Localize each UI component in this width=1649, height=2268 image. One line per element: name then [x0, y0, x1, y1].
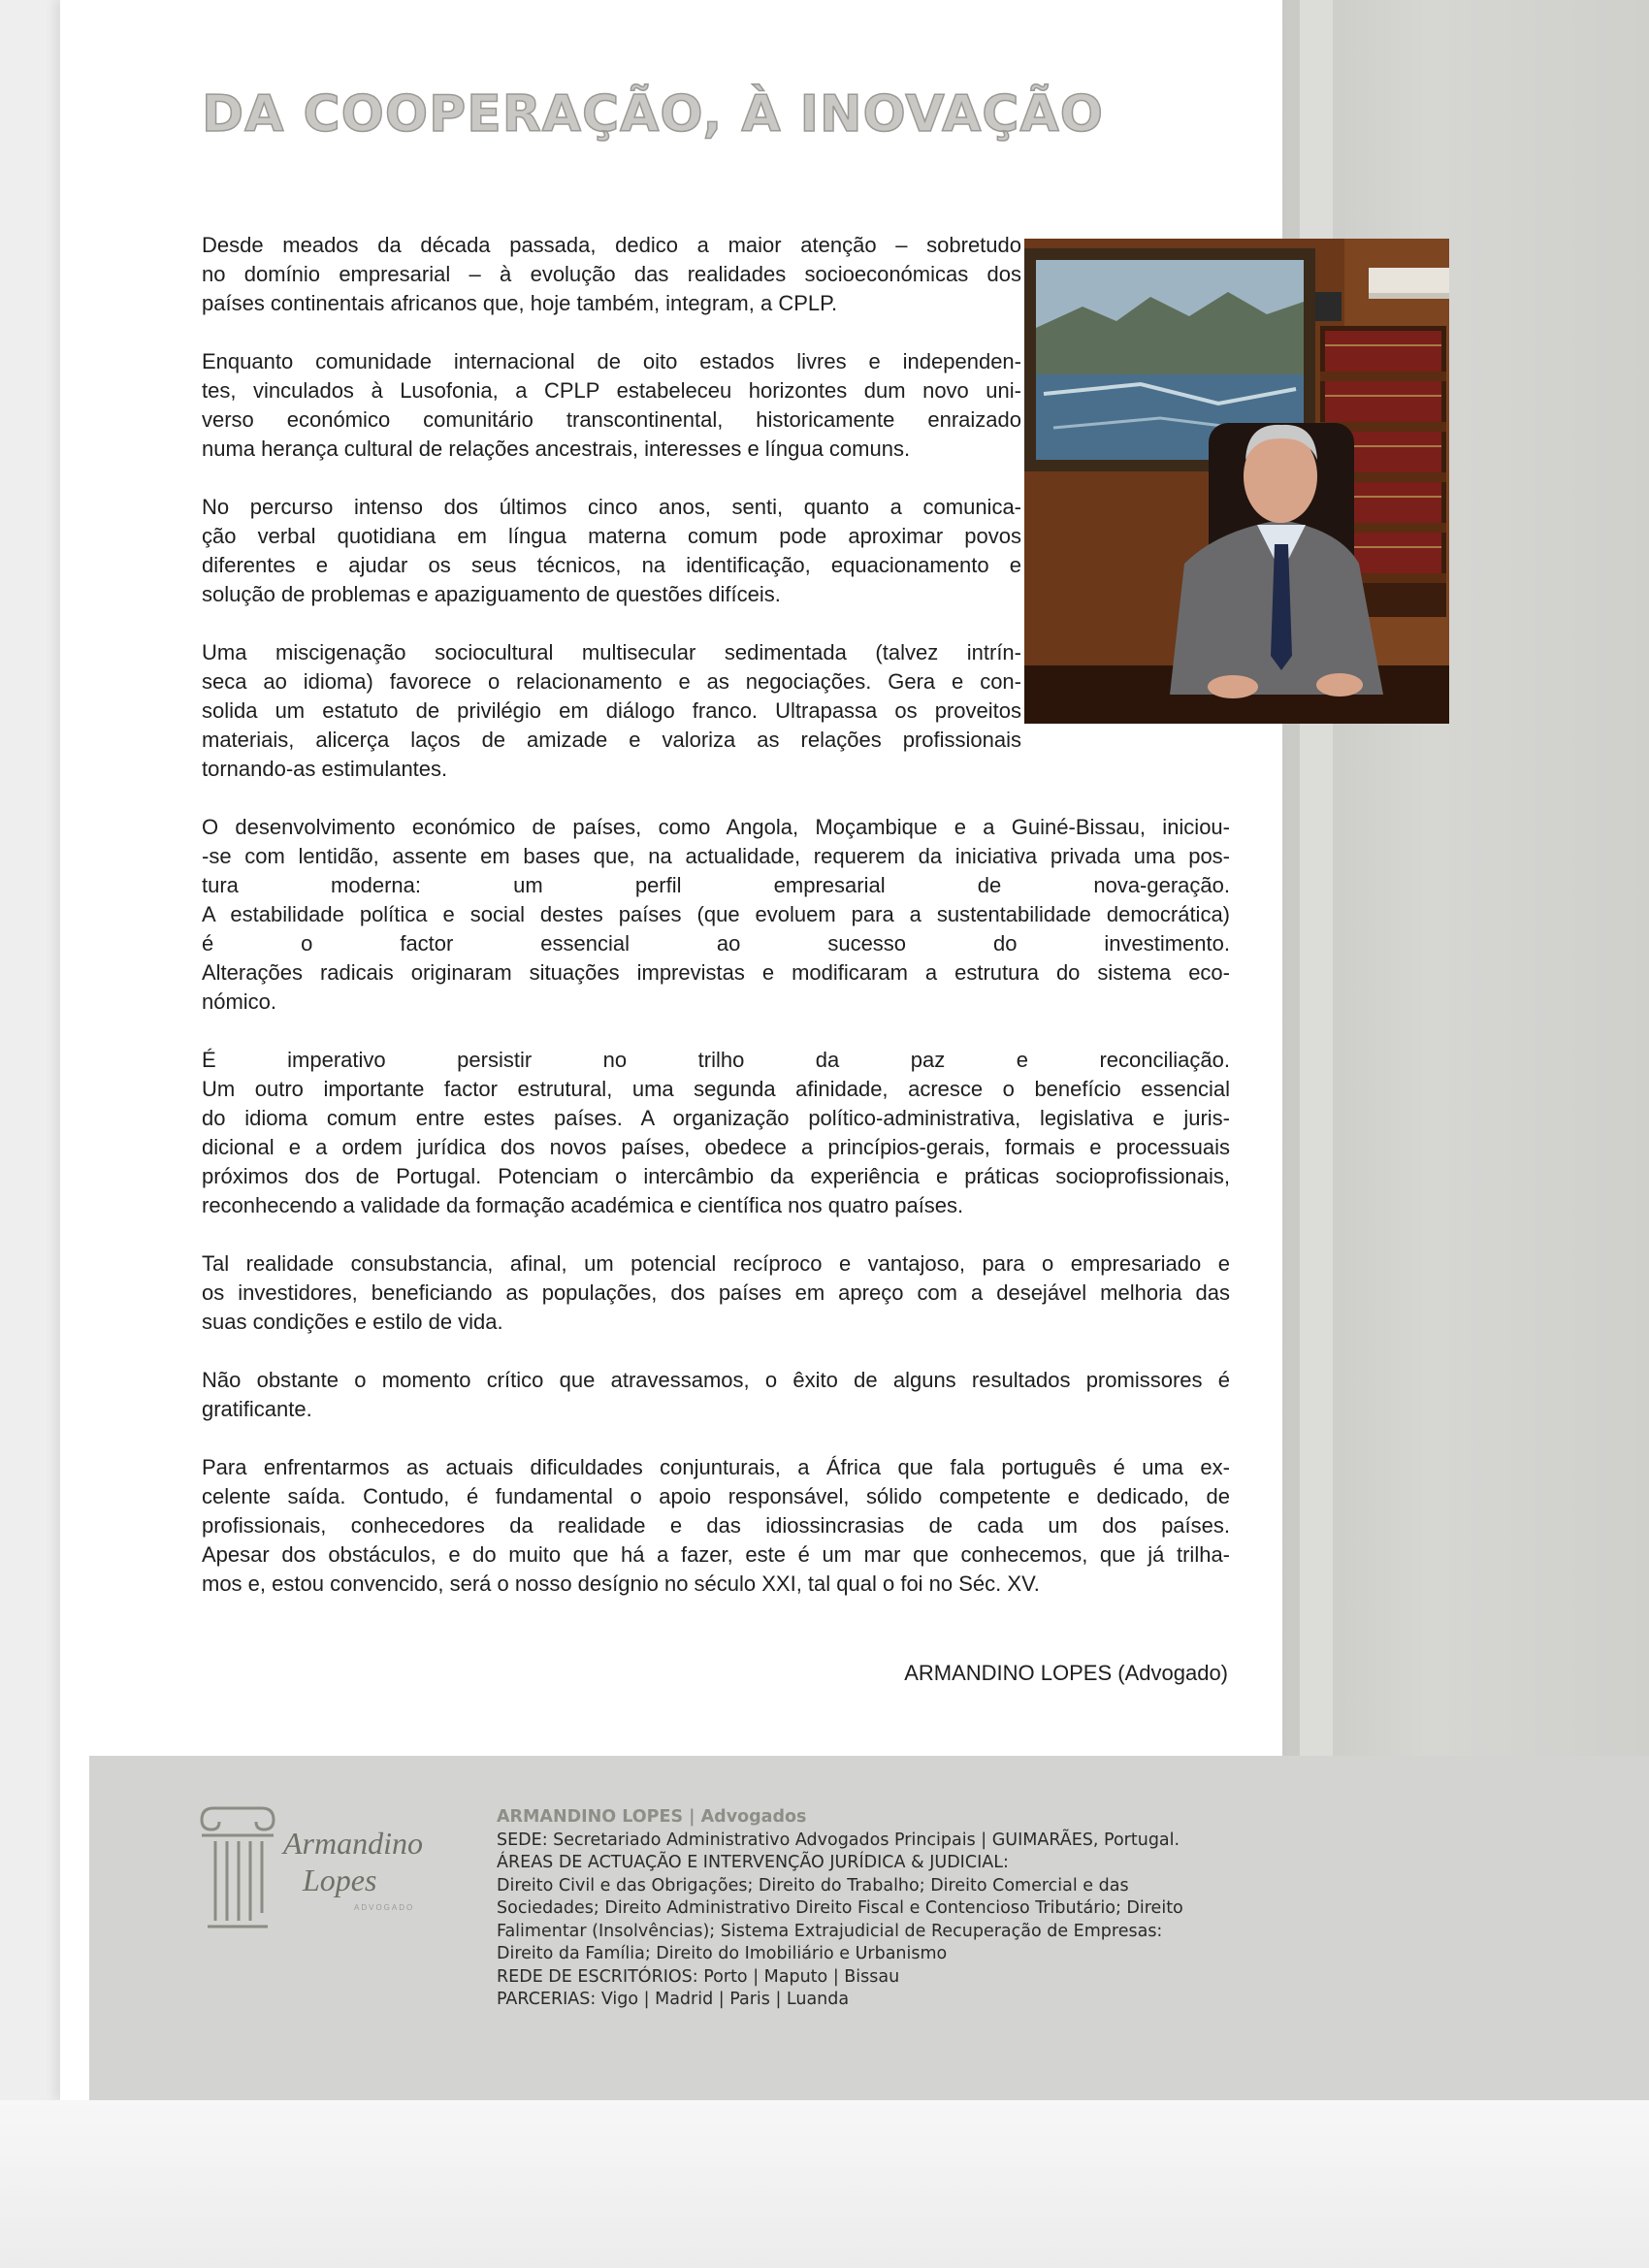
paragraph-line: Enquanto comunidade internacional de oito estados livres e independen-: [202, 349, 1021, 373]
paragraph-line: numa herança cultural de relações ancestrais, interesses e língua comuns.: [202, 437, 911, 461]
paragraph-line: ção verbal quotidiana em língua materna comum pode aproximar povos: [202, 524, 1021, 548]
paragraph-line: solução de problemas e apaziguamento de questões difíceis.: [202, 582, 781, 606]
firm-info-line: Falimentar (Insolvências); Sistema Extrajudicial de Recuperação de Empresas:: [497, 1921, 1163, 1941]
firm-info-line: ÁREAS DE ACTUAÇÃO E INTERVENÇÃO JURÍDICA & JUDICIAL:: [497, 1853, 1009, 1872]
paragraph-line: tornando-as estimulantes.: [202, 757, 448, 781]
office-portrait-illustration: [1024, 239, 1449, 724]
scan-bottom-edge: [0, 2100, 1649, 2268]
paragraph-line: dicional e a ordem jurídica dos novos países, obedece a princípios-gerais, formais e processuais: [202, 1135, 1230, 1159]
body-paragraph: [202, 1366, 1230, 1424]
paragraph-line: países continentais africanos que, hoje também, integram, a CPLP.: [202, 291, 838, 315]
paragraph-line: os investidores, beneficiando as populações, dos países em apreço com a desejável melhoria das: [202, 1280, 1230, 1305]
paragraph-line: seca ao idioma) favorece o relacionamento e as negociações. Gera e con-: [202, 669, 1021, 694]
firm-info-line: Direito Civil e das Obrigações; Direito do Trabalho; Direito Comercial e das: [497, 1875, 1129, 1895]
paragraph-line: celente saída. Contudo, é fundamental o apoio responsável, sólido competente e dedicado, de: [202, 1484, 1230, 1508]
logo-first-name: Armandino: [283, 1826, 423, 1861]
body-paragraph: [202, 1453, 1230, 1599]
paragraph-line: Não obstante o momento crítico que atravessamos, o êxito de alguns resultados promissores é: [202, 1368, 1230, 1392]
author-signature: ARMANDINO LOPES (Advogado): [904, 1661, 1228, 1685]
article-title: DA COOPERAÇÃO, À INOVAÇÃO: [202, 85, 1104, 144]
paragraph-line: é o factor essencial ao sucesso do investimento.: [202, 931, 1230, 956]
paragraph-line: verso económico comunitário transcontinental, historicamente enraizado: [202, 407, 1021, 432]
paragraph-line: tes, vinculados à Lusofonia, a CPLP estabeleceu horizontes dum novo uni-: [202, 378, 1021, 403]
body-paragraph: [202, 1249, 1230, 1337]
firm-name: ARMANDINO LOPES | Advogados: [497, 1807, 807, 1827]
paragraph-line: Tal realidade consubstancia, afinal, um potencial recíproco e vantajoso, para o empresariado e: [202, 1251, 1230, 1276]
paragraph-line: profissionais, conhecedores da realidade e das idiossincrasias de cada um dos países.: [202, 1513, 1230, 1538]
paragraph-line: É imperativo persistir no trilho da paz e reconciliação.: [202, 1048, 1230, 1072]
paragraph-line: próximos dos de Portugal. Potenciam o intercâmbio da experiência e práticas socioprofissionais,: [202, 1164, 1230, 1188]
paragraph-line: Apesar dos obstáculos, e do muito que há a fazer, este é um mar que conhecemos, que já trilha-: [202, 1542, 1230, 1567]
logo-last-name: Lopes: [303, 1863, 377, 1897]
paragraph-line: A estabilidade política e social destes países (que evoluem para a sustentabilidade democrática): [202, 902, 1230, 926]
paragraph-line: Uma miscigenação sociocultural multisecular sedimentada (talvez intrín-: [202, 640, 1021, 664]
firm-info-line: Sociedades; Direito Administrativo Direito Fiscal e Contencioso Tributário; Direito: [497, 1898, 1183, 1918]
paragraph-line: tura moderna: um perfil empresarial de nova-geração.: [202, 873, 1230, 897]
paragraph-line: No percurso intenso dos últimos cinco anos, senti, quanto a comunica-: [202, 495, 1021, 519]
paragraph-line: mos e, estou convencido, será o nosso desígnio no século XXI, tal qual o foi no Séc. XV.: [202, 1571, 1040, 1596]
firm-info-line: REDE DE ESCRITÓRIOS: Porto | Maputo | Bissau: [497, 1966, 900, 1987]
paragraph-line: do idioma comum entre estes países. A organização político-administrativa, legislativa e juris-: [202, 1106, 1230, 1130]
firm-logo: [194, 1806, 475, 1932]
firm-info-line: Direito da Família; Direito do Imobiliário e Urbanismo: [497, 1944, 948, 1963]
column-logo-icon: [194, 1806, 281, 1932]
paragraph-line: Um outro importante factor estrutural, uma segunda afinidade, acresce o benefício essencial: [202, 1077, 1230, 1101]
author-photo: [1024, 239, 1449, 724]
firm-info-line: SEDE: Secretariado Administrativo Advogados Principais | GUIMARÃES, Portugal.: [497, 1830, 1180, 1850]
paragraph-line: suas condições e estilo de vida.: [202, 1310, 503, 1334]
paragraph-line: Para enfrentarmos as actuais dificuldades conjunturais, a África que fala português é uma ex-: [202, 1455, 1230, 1479]
paragraph-line: Desde meados da década passada, dedico a maior atenção – sobretudo: [202, 233, 1021, 257]
firm-info-line: PARCERIAS: Vigo | Madrid | Paris | Luanda: [497, 1990, 850, 2009]
paragraph-line: reconhecendo a validade da formação académica e científica nos quatro países.: [202, 1193, 964, 1217]
paragraph-line: O desenvolvimento económico de países, como Angola, Moçambique e a Guiné-Bissau, iniciou-: [202, 815, 1230, 839]
paragraph-line: no domínio empresarial – à evolução das realidades socioeconómicas dos: [202, 262, 1021, 286]
paragraph-line: solida um estatuto de privilégio em diálogo franco. Ultrapassa os proveitos: [202, 698, 1021, 723]
paragraph-line: materiais, alicerça laços de amizade e valoriza as relações profissionais: [202, 728, 1021, 752]
firm-info-block: [497, 1806, 1183, 2012]
logo-subtitle: ADVOGADO: [354, 1903, 415, 1912]
paragraph-line: nómico.: [202, 989, 277, 1014]
body-paragraph: [202, 1046, 1230, 1220]
paragraph-line: diferentes e ajudar os seus técnicos, na identificação, equacionamento e: [202, 553, 1021, 577]
body-paragraph: [202, 813, 1230, 1017]
paragraph-line: Alterações radicais originaram situações imprevistas e modificaram a estrutura do sistema eco-: [202, 960, 1230, 985]
paragraph-line: gratificante.: [202, 1397, 312, 1421]
paragraph-line: -se com lentidão, assente em bases que, na actualidade, requerem da iniciativa privada uma pos-: [202, 844, 1230, 868]
